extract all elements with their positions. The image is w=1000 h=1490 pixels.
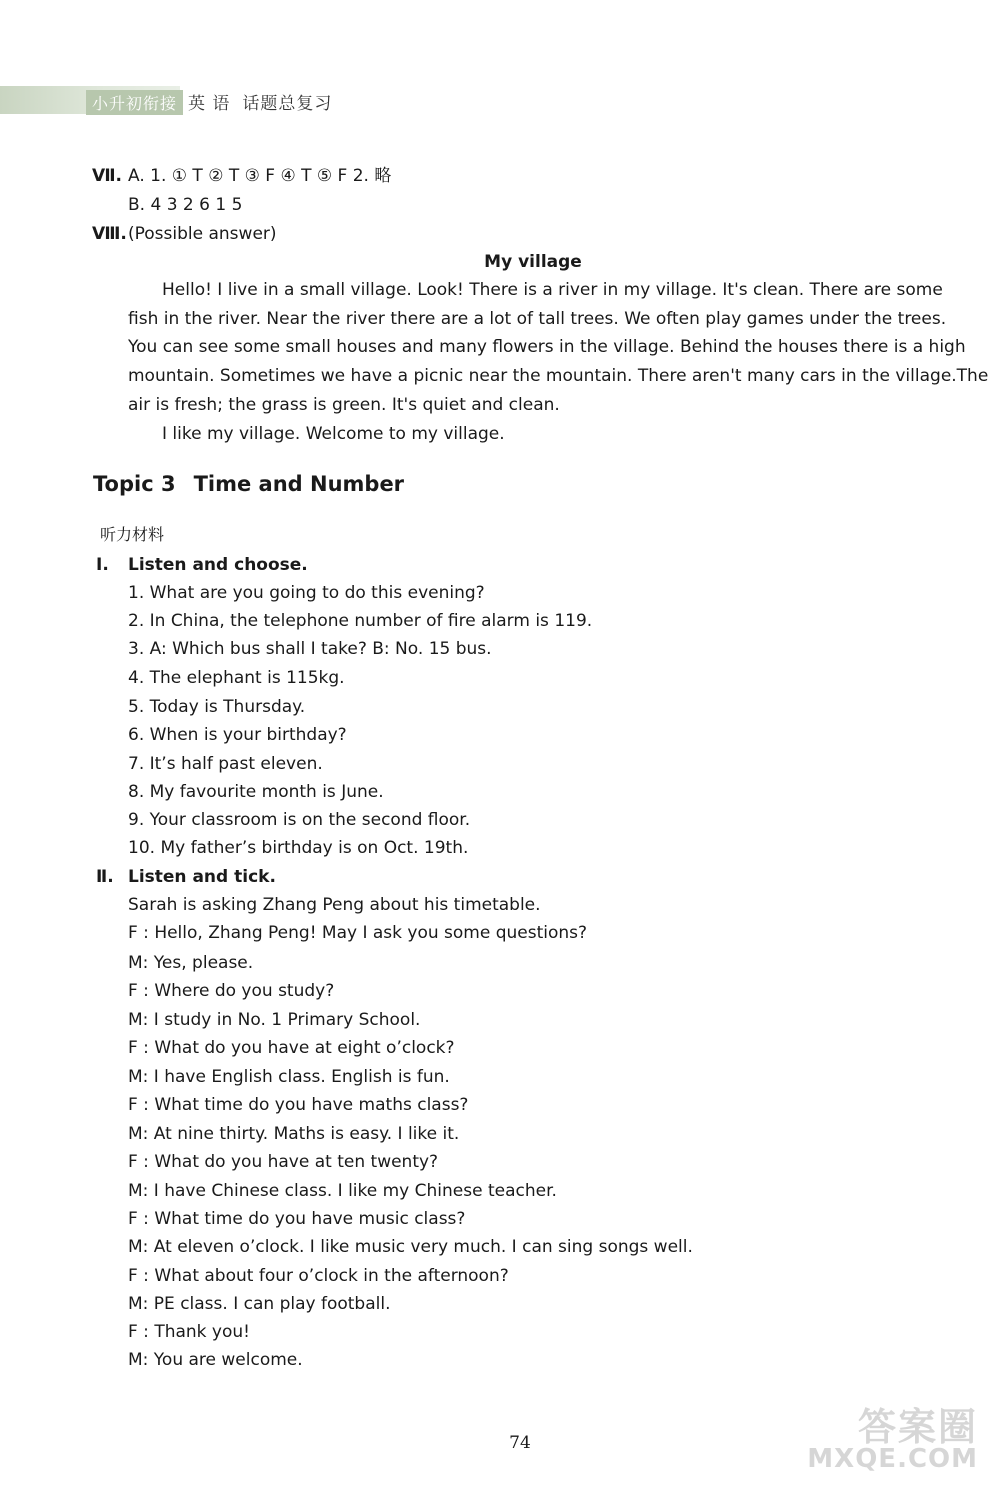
section7-line1: A. 1. ① T ② T ③ F ④ T ⑤ F 2. 略 [128,166,392,186]
header-title [188,89,332,114]
dialogue-line: F : What do you have at eight o’clock? [128,1038,455,1058]
section7-line2: B. 4 3 2 6 1 5 [128,195,243,215]
section7-roman: Ⅶ. [92,166,123,186]
part1-title: Listen and choose. [128,555,308,575]
dialogue-line: M: I have Chinese class. I like my Chinese teacher. [128,1181,557,1201]
dialogue-line: F : Hello, Zhang Peng! May I ask you some questions? [128,923,588,943]
list-item: 1. What are you going to do this evening? [128,583,485,603]
dialogue-line: M: At nine thirty. Maths is easy. I like it. [128,1124,460,1144]
essay-line: fish in the river. Near the river there are a lot of tall trees. We often play games under the trees. [128,309,947,329]
dialogue-line: M: PE class. I can play football. [128,1294,391,1314]
dialogue-line: F : Thank you! [128,1322,250,1342]
listening-heading: 听力材料 [100,525,165,544]
topic-name: Time and Number [193,472,405,496]
header-title-text: 话题总复习 [242,94,333,114]
part1-roman: Ⅰ. [96,555,109,575]
essay-line: air is fresh; the grass is green. It's quiet and clean. [128,395,560,415]
essay-line: Hello! I live in a small village. Look! There is a river in my village. It's clean. There are some [162,280,943,300]
essay-line: mountain. Sometimes we have a picnic near the mountain. There aren't many cars in the village.The [128,366,989,386]
list-item: 2. In China, the telephone number of fire alarm is 119. [128,611,593,631]
part2-roman: Ⅱ. [96,867,114,887]
header-tag: 小升初衔接 [86,90,183,115]
watermark-url: MXQE.COM [807,1444,978,1474]
topic-label: Topic 3 [93,472,176,496]
list-item: 3. A: Which bus shall I take? B: No. 15 bus. [128,639,492,659]
watermark [807,1405,978,1474]
list-item: 7. It’s half past eleven. [128,754,323,774]
topic-heading [93,472,404,496]
dialogue-line: M: I study in No. 1 Primary School. [128,1010,421,1030]
dialogue-line: M: Yes, please. [128,953,254,973]
essay-line-closing: I like my village. Welcome to my village. [162,424,505,444]
dialogue-line: M: At eleven o’clock. I like music very much. I can sing songs well. [128,1237,693,1257]
part2-intro: Sarah is asking Zhang Peng about his timetable. [128,895,541,915]
page-number: 74 [509,1433,531,1453]
dialogue-line: F : What do you have at ten twenty? [128,1152,439,1172]
list-item: 6. When is your birthday? [128,725,347,745]
list-item: 9. Your classroom is on the second floor. [128,810,471,830]
essay-line: You can see some small houses and many flowers in the village. Behind the houses there is a high [128,337,966,357]
essay-title: My village [484,252,582,272]
dialogue-line: F : What time do you have maths class? [128,1095,469,1115]
watermark-logo-text: 答案圈 [857,1405,978,1449]
list-item: 4. The elephant is 115kg. [128,668,345,688]
dialogue-line: M: I have English class. English is fun. [128,1067,450,1087]
dialogue-line: F : Where do you study? [128,981,335,1001]
dialogue-line: F : What time do you have music class? [128,1209,466,1229]
section8-note: (Possible answer) [128,224,277,244]
list-item: 8. My favourite month is June. [128,782,384,802]
list-item: 5. Today is Thursday. [128,697,306,717]
dialogue-line: M: You are welcome. [128,1350,303,1370]
part2-title: Listen and tick. [128,867,276,887]
section8-roman: Ⅷ. [92,224,127,244]
list-item: 10. My father’s birthday is on Oct. 19th. [128,838,469,858]
header-subject: 英 语 [188,94,231,114]
dialogue-line: F : What about four o’clock in the afternoon? [128,1266,509,1286]
